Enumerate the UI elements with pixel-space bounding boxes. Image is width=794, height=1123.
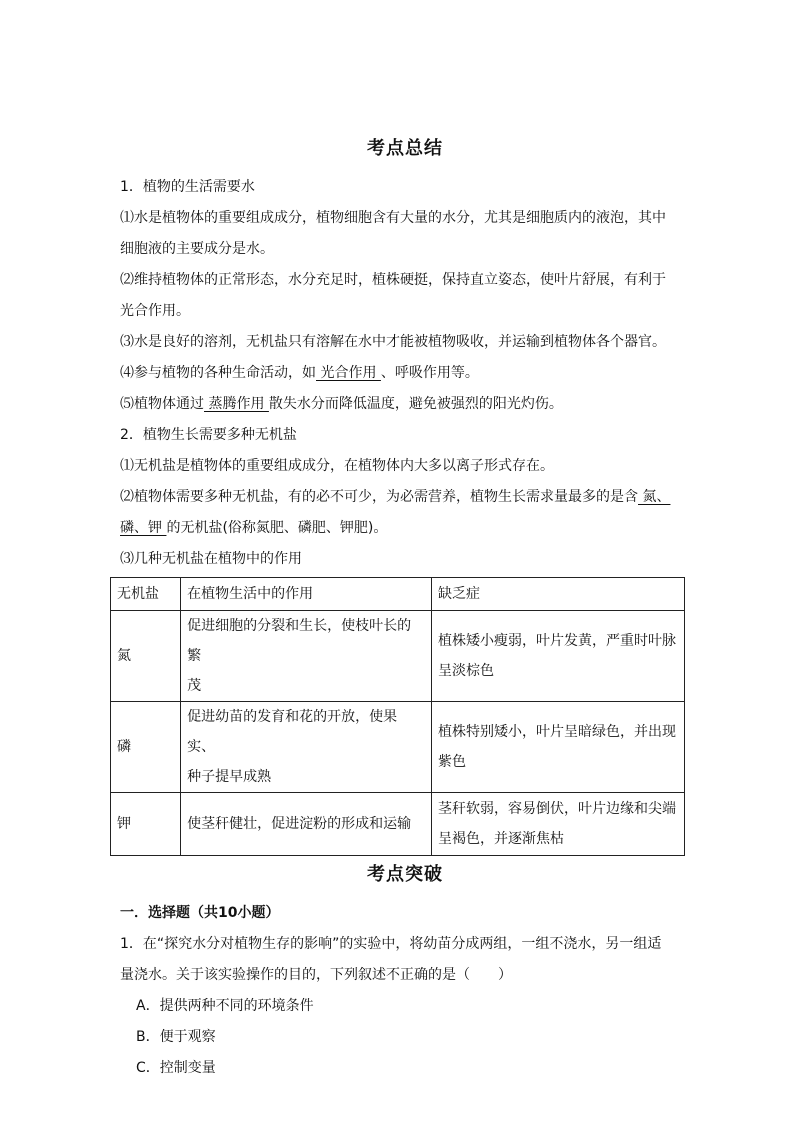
summary-line-8 [120, 482, 690, 513]
summary-line-7: ⑴无机盐是植物体的重要组成成分，在植物体内大多以离子形式存在。 [120, 458, 554, 474]
column-header: 无机盐 [111, 578, 181, 611]
nutrient-deficiency [432, 611, 685, 702]
underlined-answer: 氮、 [638, 489, 671, 505]
summary-line-5 [120, 389, 690, 420]
table-row [111, 702, 685, 793]
document-content [117, 132, 690, 1084]
nutrient-name: 钾 [111, 793, 181, 856]
breakthrough-title: 考点突破 [367, 864, 443, 885]
cell-line: 促进细胞的分裂和生长，使枝叶长的繁 [187, 618, 412, 664]
cell-line: 茎秆软弱，容易倒伏，叶片边缘和尖端 [438, 801, 677, 817]
cell-line: 茂 [187, 678, 202, 694]
question-line: 量浇水。关于该实验操作的目的，下列叙述不正确的是（ ） [120, 967, 512, 983]
question-line: 1．在“探究水分对植物生存的影响”的实验中，将幼苗分成两组，一组不浇水，另一组适 [120, 936, 662, 952]
answer-option: C．控制变量 [136, 1060, 216, 1076]
cell-line: 呈褐色，并逐渐焦枯 [438, 831, 565, 847]
cell-line: 植株特别矮小，叶片呈暗绿色，并出现 [438, 724, 677, 740]
nutrient-role [181, 793, 432, 856]
summary-line: ⑵维持植物体的正常形态，水分充足时，植株硬挺，保持直立姿态，使叶片舒展，有利于 [120, 272, 666, 288]
table-header-row [111, 578, 685, 611]
line-text: ⑵植物体需要多种无机盐，有的必不可少，为必需营养，植物生长需求量最多的是含 [120, 489, 638, 505]
line-text: 、呼吸作用等。 [380, 365, 479, 381]
table-row [111, 793, 685, 856]
question-section-heading: 一．选择题（共10小题） [120, 905, 280, 921]
answer-option: A．提供两种不同的环境条件 [136, 998, 314, 1014]
summary-line: 1．植物的生活需要水 [120, 179, 255, 195]
nutrient-name: 氮 [111, 611, 181, 702]
summary-line: 光合作用。 [120, 303, 190, 319]
cell-line: 呈淡棕色 [438, 663, 495, 679]
nutrient-table [110, 577, 685, 856]
nutrient-deficiency [432, 793, 685, 856]
underlined-answer: 蒸腾作用 [204, 396, 269, 412]
cell-line: 使茎秆健壮，促进淀粉的形成和运输 [187, 816, 412, 832]
underlined-answer: 磷、钾 [120, 520, 167, 536]
column-header: 缺乏症 [432, 578, 685, 611]
nutrient-role [181, 702, 432, 793]
nutrient-name: 磷 [111, 702, 181, 793]
summary-line: ⑴水是植物体的重要组成成分，植物细胞含有大量的水分，尤其是细胞质内的液泡，其中 [120, 210, 666, 226]
line-text: ⑷参与植物的各种生命活动，如 [120, 365, 316, 381]
cell-line: 紫色 [438, 754, 467, 770]
column-header: 在植物生活中的作用 [181, 578, 432, 611]
cell-line: 促进幼苗的发育和花的开放，使果实、 [187, 709, 398, 755]
cell-line: 植株矮小瘦弱，叶片发黄，严重时叶脉 [438, 633, 677, 649]
line-text: ⑸植物体通过 [120, 396, 204, 412]
breakthrough-section [120, 858, 690, 1084]
summary-line: 细胞液的主要成分是水。 [120, 241, 274, 257]
nutrient-role [181, 611, 432, 702]
summary-line: ⑶水是良好的溶剂，无机盐只有溶解在水中才能被植物吸收，并运输到植物体各个器官。 [120, 334, 666, 350]
table-row [111, 611, 685, 702]
summary-title: 考点总结 [367, 138, 443, 159]
summary-line-10: ⑶几种无机盐在植物中的作用 [120, 551, 302, 567]
underlined-answer: 光合作用 [316, 365, 381, 381]
line-text: 散失水分而降低温度，避免被强烈的阳光灼伤。 [268, 396, 563, 412]
summary-line-9 [120, 513, 690, 544]
cell-line: 种子提早成熟 [187, 769, 272, 785]
answer-option: B．便于观察 [136, 1029, 216, 1045]
line-text: 的无机盐(俗称氮肥、磷肥、钾肥)。 [166, 520, 388, 536]
nutrient-deficiency [432, 702, 685, 793]
summary-line-6: 2．植物生长需要多种无机盐 [120, 427, 297, 443]
summary-line-4 [120, 358, 690, 389]
